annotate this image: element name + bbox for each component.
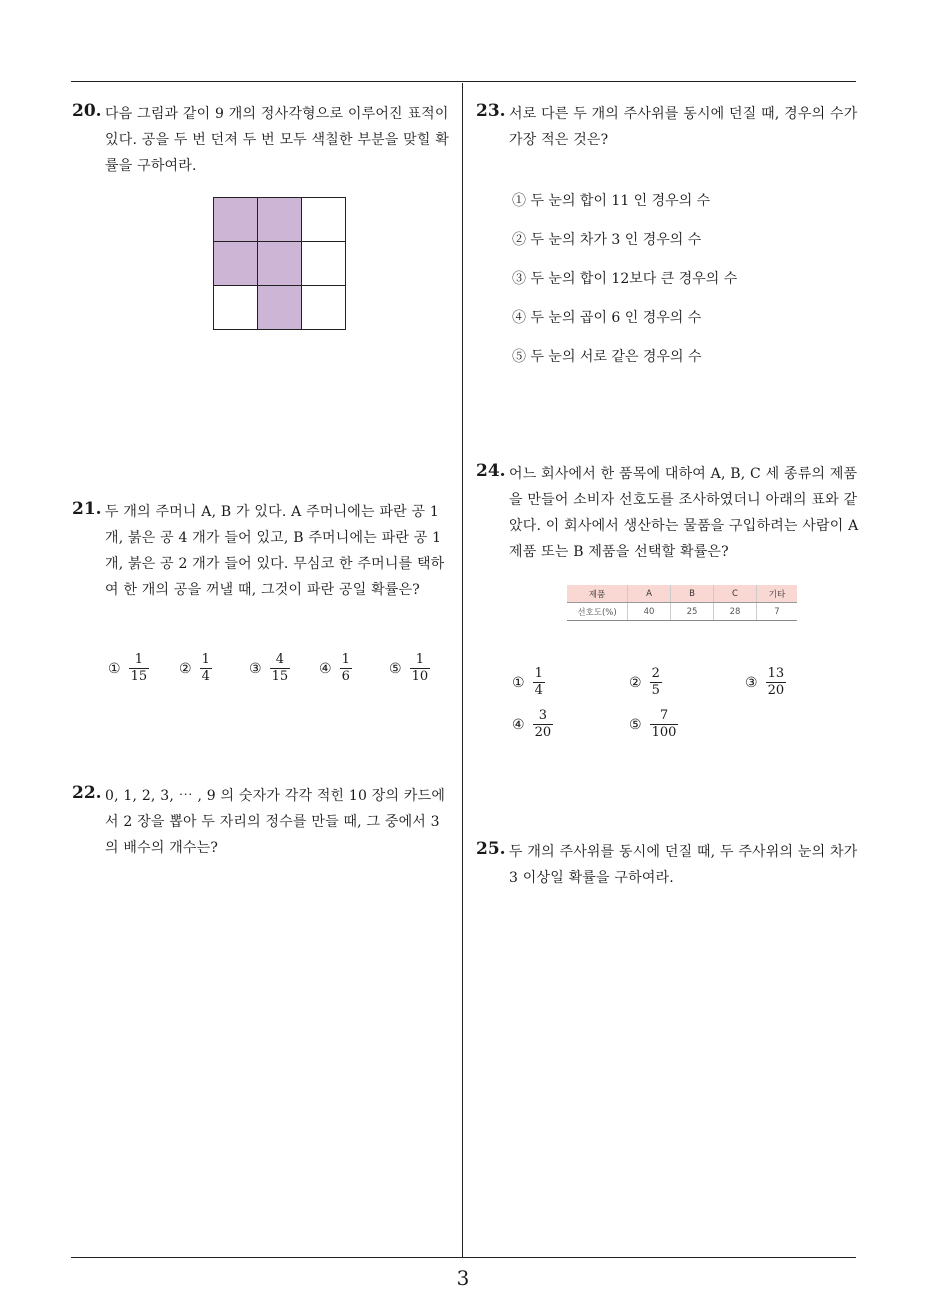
choice-1[interactable] [108, 652, 149, 685]
table-cell: 선호도(%) [567, 603, 628, 621]
question-text: 두 개의 주머니 A, B 가 있다. A 주머니에는 파란 공 1 개, 붉은 공 4 개가 들어 있고, B 주머니에는 파란 공 1 개, 붉은 공 2 개가 들어 있다. 무심코 한 주머니를 택하여 한 개의 공을 꺼낼 때, 그것이 파란 공일 확률은? [105, 504, 445, 598]
fraction [410, 652, 431, 685]
question-number: 24. [476, 461, 506, 481]
table-row [567, 603, 797, 621]
table-cell: 7 [757, 603, 798, 621]
choice-4[interactable] [319, 652, 352, 685]
top-rule [71, 81, 856, 82]
denominator: 10 [411, 669, 429, 684]
target-grid [213, 197, 346, 330]
choice-3[interactable]: ③ 두 눈의 합이 12보다 큰 경우의 수 [512, 271, 738, 287]
table-header-cell: B [671, 585, 714, 603]
table-header-cell: 기타 [757, 585, 798, 603]
grid-cell-2-2 [258, 242, 302, 286]
q24-choices [512, 666, 852, 748]
grid-cell-2-3 [302, 242, 346, 286]
choice-mark: ③ [745, 674, 758, 691]
numerator: 1 [134, 652, 143, 667]
table-header-row [567, 585, 797, 603]
question-text: 다음 그림과 같이 9 개의 정사각형으로 이루어진 표적이 있다. 공을 두 번 던져 두 번 모두 색칠한 부분을 맞힐 확률을 구하여라. [105, 106, 450, 174]
grid-cell-1-2 [258, 198, 302, 242]
choice-2[interactable]: ② 두 눈의 차가 3 인 경우의 수 [512, 232, 702, 248]
choice-mark: ④ [512, 716, 525, 733]
numerator: 13 [767, 666, 785, 681]
choice-mark: ④ [319, 660, 332, 677]
fraction [129, 652, 150, 685]
question-22 [72, 783, 460, 861]
numerator: 2 [651, 666, 660, 681]
question-number: 25. [476, 839, 506, 859]
question-text: 서로 다른 두 개의 주사위를 동시에 던질 때, 경우의 수가 가장 적은 것은? [509, 106, 858, 148]
choice-3[interactable] [249, 652, 290, 685]
grid-cell-3-2 [258, 286, 302, 330]
grid-cell-1-3 [302, 198, 346, 242]
denominator: 15 [130, 669, 148, 684]
question-24 [476, 461, 860, 565]
page-number: 3 [456, 1266, 470, 1290]
choice-1[interactable] [512, 666, 545, 699]
bottom-rule [71, 1257, 856, 1258]
fraction [200, 652, 212, 685]
numerator: 7 [659, 708, 669, 723]
denominator: 4 [201, 669, 210, 684]
q21-choices [108, 652, 458, 692]
choice-mark: ① [512, 674, 525, 691]
fraction [766, 666, 787, 699]
question-20 [72, 101, 460, 179]
denominator: 6 [341, 669, 350, 684]
question-number: 21. [72, 499, 102, 519]
grid-row [214, 242, 346, 286]
denominator: 20 [767, 683, 785, 698]
numerator: 3 [538, 708, 547, 723]
question-number: 23. [476, 101, 506, 121]
grid-cell-3-3 [302, 286, 346, 330]
numerator: 1 [201, 652, 210, 667]
question-text: 두 개의 주사위를 동시에 던질 때, 두 주사위의 눈의 차가 3 이상일 확률을 구하여라. [509, 844, 858, 886]
numerator: 1 [415, 652, 424, 667]
choice-5[interactable] [629, 708, 678, 741]
grid-cell-3-1 [214, 286, 258, 330]
denominator: 5 [651, 683, 660, 698]
fraction [340, 652, 352, 685]
numerator: 1 [534, 666, 543, 681]
table-cell: 28 [714, 603, 757, 621]
table-cell: 40 [628, 603, 671, 621]
choice-mark: ⑤ [629, 716, 642, 733]
denominator: 4 [534, 683, 543, 698]
denominator: 20 [534, 725, 552, 740]
denominator: 100 [651, 725, 677, 740]
fraction [533, 666, 545, 699]
preference-table [567, 585, 797, 621]
choice-mark: ② [179, 660, 192, 677]
choice-1[interactable]: ① 두 눈의 합이 11 인 경우의 수 [512, 193, 711, 209]
column-divider [462, 83, 463, 1258]
q23-choices [512, 182, 852, 377]
grid-row [214, 198, 346, 242]
table-header-cell: 제품 [567, 585, 628, 603]
denominator: 15 [271, 669, 289, 684]
question-number: 20. [72, 101, 102, 121]
question-text: 0, 1, 2, 3, ⋯ , 9 의 숫자가 각각 적힌 10 장의 카드에서 2 장을 뽑아 두 자리의 정수를 만들 때, 그 중에서 3 의 배수의 개수는? [105, 788, 446, 856]
fraction [650, 666, 662, 699]
table-header-cell: A [628, 585, 671, 603]
table-cell: 25 [671, 603, 714, 621]
fraction [650, 708, 679, 741]
table-header-cell: C [714, 585, 757, 603]
question-23 [476, 101, 860, 153]
choice-4[interactable]: ④ 두 눈의 곱이 6 인 경우의 수 [512, 310, 702, 326]
fraction [270, 652, 291, 685]
choice-2[interactable] [179, 652, 212, 685]
choice-4[interactable] [512, 708, 553, 741]
question-number: 22. [72, 783, 102, 803]
choice-5[interactable]: ⑤ 두 눈의 서로 같은 경우의 수 [512, 349, 702, 365]
choice-5[interactable] [389, 652, 430, 685]
choice-3[interactable] [745, 666, 786, 699]
fraction [533, 708, 554, 741]
grid-cell-2-1 [214, 242, 258, 286]
choice-mark: ② [629, 674, 642, 691]
question-text: 어느 회사에서 한 품목에 대하여 A, B, C 세 종류의 제품을 만들어 소비자 선호도를 조사하였더니 아래의 표와 같았다. 이 회사에서 생산하는 물품을 구입하려는 사람이 A 제품 또는 B 제품을 선택할 확률은? [509, 466, 859, 560]
grid-row [214, 286, 346, 330]
grid-cell-1-1 [214, 198, 258, 242]
choice-2[interactable] [629, 666, 662, 699]
numerator: 4 [275, 652, 284, 667]
numerator: 1 [341, 652, 350, 667]
choice-mark: ① [108, 660, 121, 677]
choice-mark: ③ [249, 660, 262, 677]
question-25 [476, 839, 860, 891]
question-21 [72, 499, 460, 603]
choice-mark: ⑤ [389, 660, 402, 677]
